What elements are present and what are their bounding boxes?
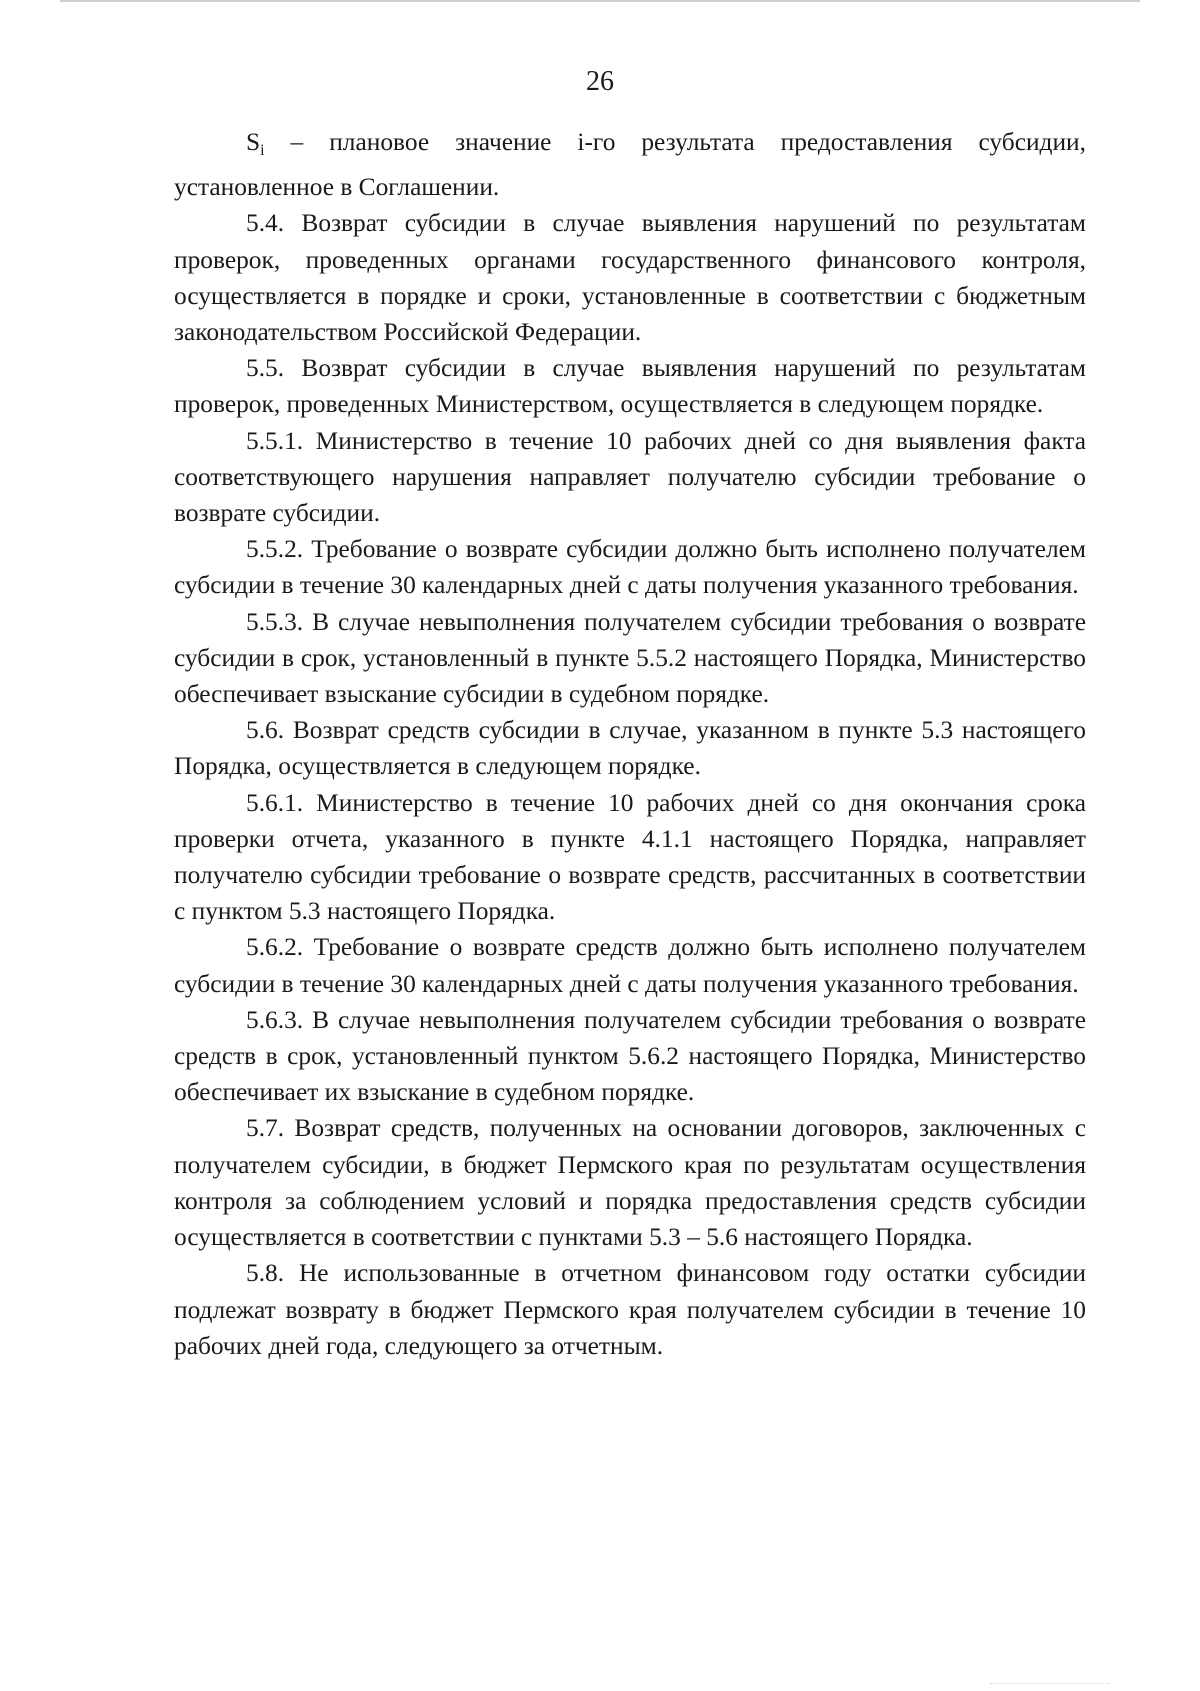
paragraph-5-8: 5.8. Не использованные в отчетном финансовом году остатки субсидии подлежат возврату в бюджет Пермского края получателем субсидии в течение 10 рабочих дней года, следующего за отчетным. — [174, 1259, 1086, 1360]
symbol-subscript: i — [260, 142, 265, 159]
paragraph-5-6-2: 5.6.2. Требование о возврате средств должно быть исполнено получателем субсидии в течение 30 календарных дней с даты получения указанного требования. — [174, 933, 1086, 998]
paragraph-5-6-3: 5.6.3. В случае невыполнения получателем субсидии требования о возврате средств в срок, установленный пунктом 5.6.2 настоящего Порядка, Министерство обеспечивает их взыскание в судебном порядке. — [174, 1005, 1086, 1107]
paragraph-5-4: 5.4. Возврат субсидии в случае выявления нарушений по результатам проверок, проведенных органами государственного финансового контроля, осуществляется в порядке и сроки, установленные в соответствии с бюджетным законодательством Российской Федерации. — [174, 209, 1086, 347]
paragraph-5-6: 5.6. Возврат средств субсидии в случае, указанном в пункте 5.3 настоящего Порядка, осуществляется в следующем порядке. — [174, 716, 1086, 781]
scan-artifact-dots — [990, 1683, 1110, 1685]
document-body — [174, 124, 1086, 1364]
paragraph-5-6-1: 5.6.1. Министерство в течение 10 рабочих дней со дня окончания срока проверки отчета, указанного в пункте 4.1.1 настоящего Порядка, направляет получателю субсидии требование о возврате средств, рассчитанных в соответствии с пунктом 5.3 настоящего Порядка. — [174, 788, 1086, 926]
paragraph-5-5-2: 5.5.2. Требование о возврате субсидии должно быть исполнено получателем субсидии в течение 30 календарных дней с даты получения указанного требования. — [174, 535, 1086, 600]
scan-edge-line — [60, 0, 1140, 2]
paragraph-5-5-1: 5.5.1. Министерство в течение 10 рабочих дней со дня выявления факта соответствующего нарушения направляет получателю субсидии требование о возврате субсидии. — [174, 426, 1086, 528]
paragraph-5-5: 5.5. Возврат субсидии в случае выявления нарушений по результатам проверок, проведенных Министерством, осуществляется в следующем порядке. — [174, 354, 1086, 419]
paragraph-si-definition — [174, 124, 1086, 205]
si-definition-text: – плановое значение i-го результата предоставления субсидии, установленное в Соглашении. — [174, 128, 1086, 202]
paragraph-5-5-3: 5.5.3. В случае невыполнения получателем субсидии требования о возврате субсидии в срок, установленный в пункте 5.5.2 настоящего Порядка, Министерство обеспечивает взыскание субсидии в судебном порядке. — [174, 607, 1086, 709]
paragraph-5-7: 5.7. Возврат средств, полученных на основании договоров, заключенных с получателем субсидии, в бюджет Пермского края по результатам осуществления контроля за соблюдением условий и порядка предоставления средств субсидии осуществляется в соответствии с пунктами 5.3 – 5.6 настоящего Порядка. — [174, 1114, 1086, 1252]
page-number: 26 — [586, 66, 614, 97]
symbol-s: S — [246, 128, 261, 156]
